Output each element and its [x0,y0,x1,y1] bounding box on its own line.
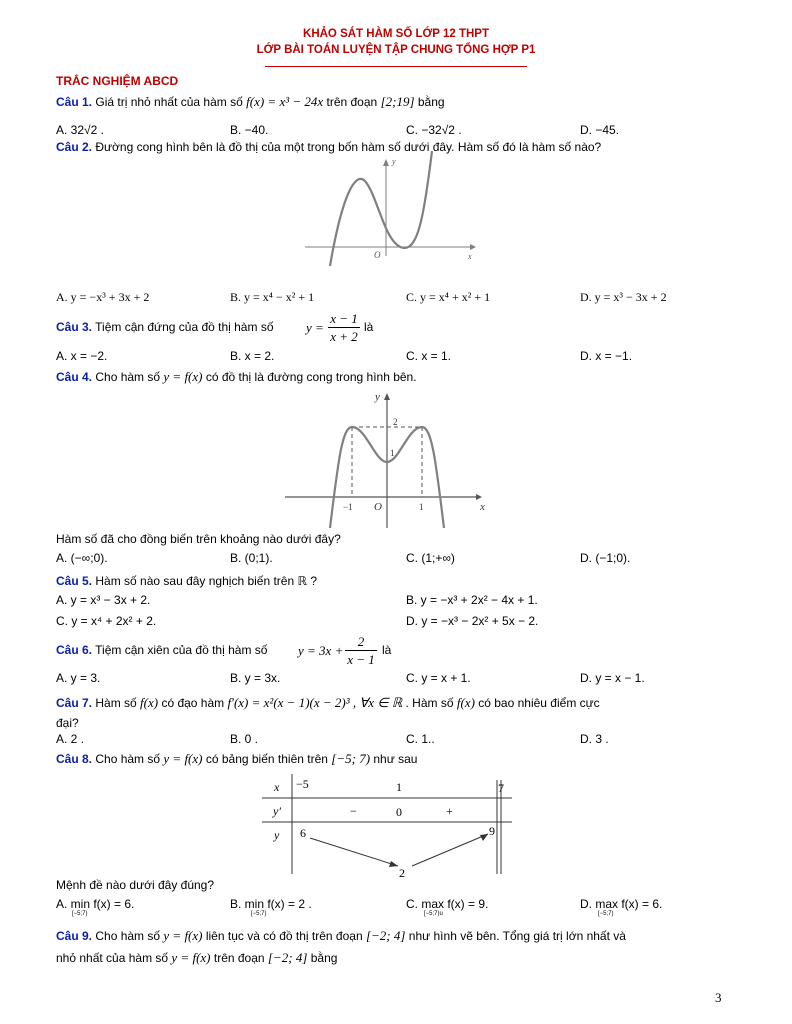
q8-sign-plus: + [446,804,453,818]
q8-arrow-down [310,838,398,866]
q8-question: Mệnh đề nào dưới đây đúng? [56,878,215,892]
q8-y-value-2: 2 [399,866,405,880]
q8-x-value-2: 1 [396,780,402,794]
q4-y-label: y [375,391,380,403]
q8-y-value-3: 9 [489,824,495,838]
q4-tick-m1: −1 [343,502,353,512]
q7-mid2: . Hàm số [405,696,454,710]
q6-lhs: y = 3x + [298,643,344,658]
q8-label-yprime: y′ [273,804,281,818]
q3-pre: Tiệm cận đứng của đồ thị hàm số [95,320,274,334]
q1-option-a[interactable]: A. 32√2 . [56,123,104,137]
q5-option-a[interactable]: A. y = x³ − 3x + 2. [56,593,151,607]
title-divider [265,66,527,67]
q2-x-arrow [470,244,476,250]
q9-formula: y = f(x) [163,928,203,943]
q4-label: Câu 4. [56,370,93,384]
question-7 [56,695,600,711]
q3-option-a[interactable]: A. x = −2. [56,349,108,363]
q3-post: là [364,320,374,334]
q4-origin: O [374,501,382,513]
q8-sub-a: [−5;7) [72,911,88,917]
q6-label: Câu 6. [56,643,93,657]
q8-interval: [−5; 7) [331,751,371,766]
q2-y-label: y [392,157,396,166]
q1-option-b[interactable]: B. −40. [230,123,269,137]
q9-formula2: y = f(x) [171,950,211,965]
q8-option-d[interactable]: D. max f(x) = 6. [580,897,663,911]
page-number: 3 [715,990,722,1005]
q9-interval: [−2; 4] [365,928,406,943]
q1-pre: Giá trị nhỏ nhất của hàm số [95,95,243,109]
q1-formula: f(x) = x³ − 24x [246,94,324,109]
q7-pre: Hàm số [95,696,137,710]
q1-post: bằng [417,95,445,109]
q7-option-b[interactable]: B. 0 . [230,732,259,746]
q4-pre: Cho hàm số [95,370,161,384]
q8-variation-table [262,774,514,882]
q3-denominator: x + 2 [330,329,358,344]
q4-val2: 2 [393,417,398,427]
q3-option-b[interactable]: B. x = 2. [230,349,275,363]
q1-option-d[interactable]: D. −45. [580,123,620,137]
section-heading: TRẮC NGHIỆM ABCD [56,74,179,88]
q1-label: Câu 1. [56,95,93,109]
q9-line2-pre: nhỏ nhất của hàm số [56,951,169,965]
q7-option-a[interactable]: A. 2 . [56,732,85,746]
doc-subtitle: LỚP BÀI TOÁN LUYỆN TẬP CHUNG TỔNG HỢP P1 [256,44,536,56]
q2-origin: O [374,250,381,260]
q9-line2-post: bằng [310,951,338,965]
question-3 [56,320,274,334]
q5-option-c[interactable]: C. y = x⁴ + 2x² + 2. [56,614,157,628]
q6-post: là [382,643,392,657]
q8-sign-minus: − [350,804,357,818]
q2-x-label: x [468,252,472,261]
q9-interval2: [−2; 4] [267,950,308,965]
q2-option-b[interactable]: B. y = x⁴ − x² + 1 [230,290,315,304]
q4-formula: y = f(x) [163,369,203,384]
q6-denominator: x − 1 [347,652,375,667]
q8-post: như sau [373,752,418,766]
q8-sub-d: [−5;7) [598,911,614,917]
q4-graph [280,388,500,528]
q9-mid: liên tục và có đồ thị trên đoạn [205,929,363,943]
q9-post: như hình vẽ bên. Tổng giá trị lớn nhất và [408,929,626,943]
q6-option-d[interactable]: D. y = x − 1. [580,671,645,685]
q7-derivative: f′(x) = x²(x − 1)(x − 2)³ , ∀x ∈ ℝ [227,695,403,710]
q5-text: Hàm số nào sau đây nghịch biến trên ℝ ? [95,574,317,588]
q5-option-b[interactable]: B. y = −x³ + 2x² − 4x + 1. [406,593,538,607]
q2-graph [300,156,480,266]
q4-option-a[interactable]: A. (−∞;0). [56,551,108,565]
q8-label-y: y [274,828,280,842]
q2-option-a[interactable]: A. y = −x³ + 3x + 2 [56,290,150,304]
q8-mid: có bảng biến thiên trên [205,752,328,766]
question-6 [56,643,267,657]
q9-line2-mid: trên đoạn [213,951,265,965]
q4-post: có đồ thị là đường cong trong hình bên. [205,370,417,384]
q5-label: Câu 5. [56,574,93,588]
q4-x-arrow [476,494,482,500]
q8-sub-c: [−5;7)u [424,911,443,917]
q7-line2: đại? [56,716,79,730]
question-2 [56,140,601,154]
q8-pre: Cho hàm số [95,752,161,766]
q8-x-value-1: −5 [296,777,309,791]
q7-post: có bao nhiêu điểm cực [478,696,600,710]
q3-lhs: y = [306,320,324,335]
q8-option-a[interactable]: A. min f(x) = 6. [56,897,135,911]
q2-option-d[interactable]: D. y = x³ − 3x + 2 [580,290,667,304]
q6-pre: Tiệm cận xiên của đồ thị hàm số [95,643,268,657]
q7-f2: f(x) [456,695,475,710]
q2-option-c[interactable]: C. y = x⁴ + x² + 1 [406,290,491,304]
doc-title: KHẢO SÁT HÀM SỐ LỚP 12 THPT [303,28,489,40]
q7-option-c[interactable]: C. 1.. [406,732,435,746]
q4-option-c[interactable]: C. (1;+∞) [406,551,455,565]
q2-curve [330,151,432,266]
q4-question: Hàm số đã cho đồng biến trên khoảng nào dưới đây? [56,532,341,546]
q7-label: Câu 7. [56,696,93,710]
q4-tick-1: 1 [419,502,424,512]
q6-option-b[interactable]: B. y = 3x. [230,671,281,685]
q3-label: Câu 3. [56,320,93,334]
q8-arrow-up-head [480,834,488,841]
q8-label-x: x [274,780,280,794]
question-4 [56,369,417,385]
q6-option-c[interactable]: C. y = x + 1. [406,671,471,685]
q8-option-c[interactable]: C. max f(x) = 9. [406,897,489,911]
q1-interval: [2;19] [380,94,415,109]
q8-y-value-1: 6 [300,826,306,840]
q3-option-d[interactable]: D. x = −1. [580,349,633,363]
q8-option-b[interactable]: B. min f(x) = 2 . [230,897,312,911]
q7-option-d[interactable]: D. 3 . [580,732,609,746]
question-1 [56,94,445,110]
q7-mid: có đạo hàm [161,696,225,710]
q8-arrow-down-head [389,861,398,867]
q4-val1: 1 [390,448,395,458]
q2-label: Câu 2. [56,140,93,154]
q9-pre: Cho hàm số [95,929,161,943]
q3-option-c[interactable]: C. x = 1. [406,349,452,363]
q8-sign-zero: 0 [396,805,402,819]
q2-y-arrow [383,159,389,166]
q3-numerator: x − 1 [328,311,360,328]
q9-line2 [56,950,337,966]
q8-x-value-3: 7 [498,781,504,795]
q1-option-c[interactable]: C. −32√2 . [406,123,462,137]
q4-y-arrow [384,393,390,400]
question-9 [56,928,626,944]
q8-label: Câu 8. [56,752,93,766]
q9-label: Câu 9. [56,929,93,943]
q6-option-a[interactable]: A. y = 3. [56,671,101,685]
question-8 [56,751,417,767]
q6-numerator: 2 [345,634,377,651]
q8-sub-b: [−5;7) [251,911,267,917]
q4-option-d[interactable]: D. (−1;0). [580,551,631,565]
q4-x-label: x [480,501,485,513]
q4-option-b[interactable]: B. (0;1). [230,551,273,565]
q7-f: f(x) [140,695,159,710]
q8-formula: y = f(x) [163,751,203,766]
q1-mid: trên đoạn [326,95,378,109]
q5-option-d[interactable]: D. y = −x³ − 2x² + 5x − 2. [406,614,539,628]
q8-arrow-up [412,834,488,866]
q2-text: Đường cong hình bên là đồ thị của một trong bốn hàm số dưới đây. Hàm số đó là hàm số nào? [95,140,602,154]
question-5 [56,574,317,588]
